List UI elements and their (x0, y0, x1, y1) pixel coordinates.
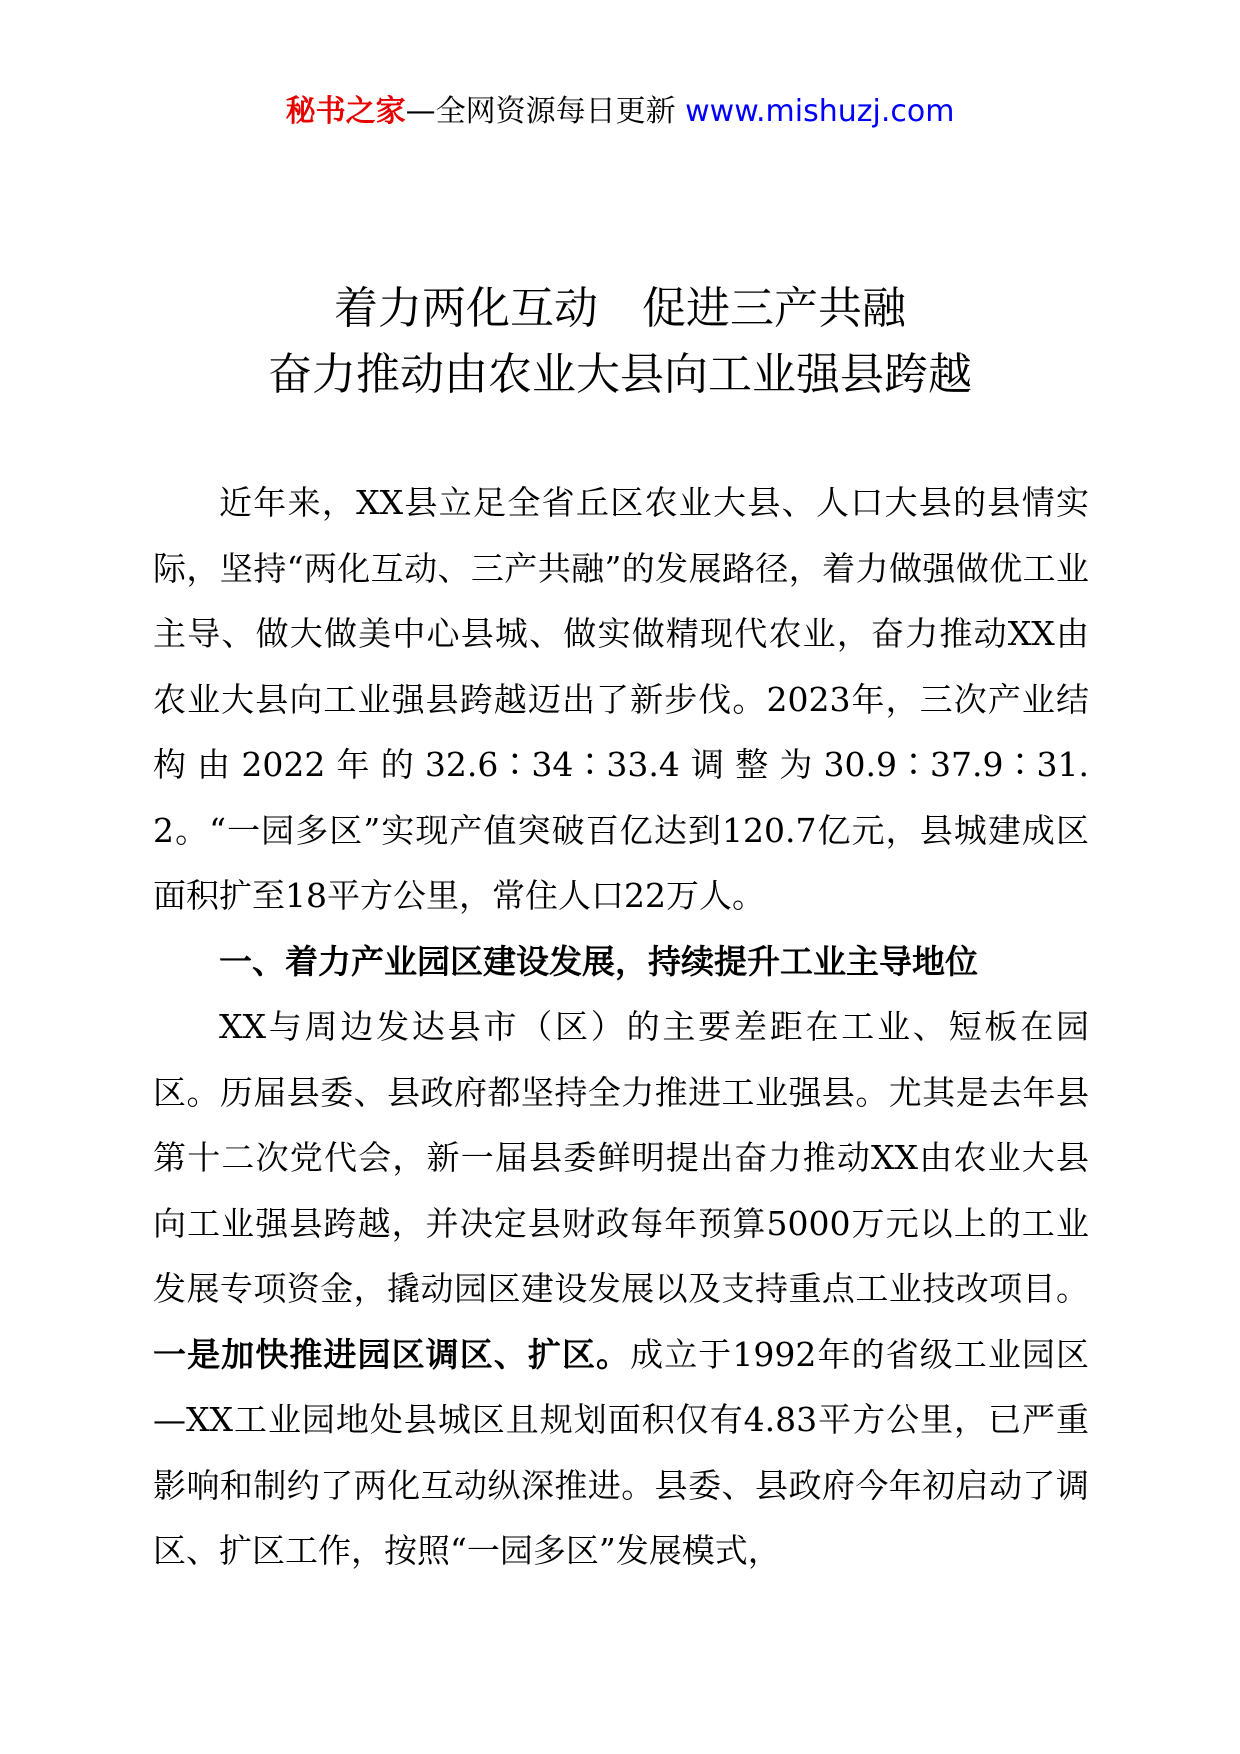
site-brand: 秘书之家 (285, 94, 406, 129)
document-title (0, 276, 1240, 408)
site-header (0, 92, 1240, 132)
document-body (153, 470, 1089, 1584)
section-1-paragraph (153, 994, 1089, 1584)
section-1-bold-point: 一是加快推进园区调区、扩区。 (153, 1334, 631, 1374)
site-url-link[interactable]: www.mishuzj.com (685, 94, 955, 129)
title-line-1: 着力两化互动 促进三产共融 (334, 283, 906, 334)
section-1-heading: 一、着力产业园区建设发展，持续提升工业主导地位 (219, 941, 978, 981)
site-tagline: —全网资源每日更新 (405, 94, 676, 129)
title-line-2: 奋力推动由农业大县向工业强县跨越 (268, 349, 972, 400)
intro-paragraph: 近年来，XX县立足全省丘区农业大县、人口大县的县情实际，坚持“两化互动、三产共融”的发展路径，着力做强做优工业主导、做大做美中心县城、做实做精现代农业，奋力推动XX由农业大县向工业强县跨越迈出了新步伐。2023年，三次产业结构由2022年的32.6∶34∶33.4调整为30.9∶37.9∶31.2。“一园多区”实现产值突破百亿达到120.7亿元，县城建成区面积扩至18平方公里，常住人口22万人。 (153, 483, 1089, 915)
section-1-text-part-2: 成立于1992年的省级工业园区—XX工业园地处县城区且规划面积仅有4.83平方公里，已严重影响和制约了两化互动纵深推进。县委、县政府今年初启动了调区、扩区工作，按照“一园多区”发展模式， (153, 1334, 1090, 1570)
section-1-text-part-1: XX与周边发达县市（区）的主要差距在工业、短板在园区。历届县委、县政府都坚持全力推进工业强县。尤其是去年县第十二次党代会，新一届县委鲜明提出奋力推动XX由农业大县向工业强县跨越，并决定县财政每年预算5000万元以上的工业发展专项资金，撬动园区建设发展以及支持重点工业技改项目。 (153, 1007, 1089, 1308)
